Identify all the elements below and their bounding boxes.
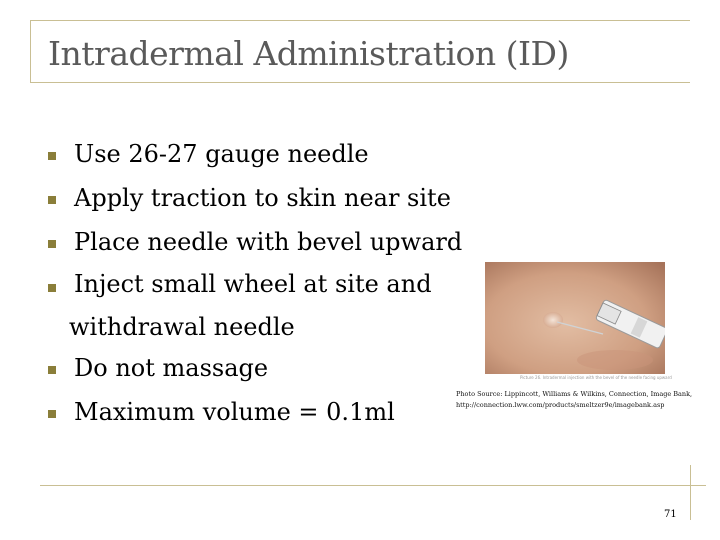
footer-right-line: [690, 465, 691, 520]
bullet-text: Apply traction to skin near site: [74, 184, 451, 212]
slide-title: Intradermal Administration (ID): [48, 34, 569, 73]
photo-caption: Picture 26. Intradermal injection with the bevel of the needle facing upward: [520, 375, 672, 380]
square-bullet-icon: [48, 152, 56, 160]
bullet-item: [66, 390, 462, 434]
bullet-text: Do not massage: [74, 354, 269, 382]
frame-top-line: [30, 20, 690, 21]
bullet-list: [66, 132, 462, 434]
bullet-item: [66, 346, 462, 390]
frame-left-line: [30, 20, 31, 82]
injection-photo-illustration: [485, 262, 665, 374]
square-bullet-icon: [48, 284, 56, 292]
square-bullet-icon: [48, 240, 56, 248]
photo-credit: [456, 389, 706, 411]
bullet-text: Place needle with bevel upward: [74, 228, 463, 256]
bullet-item: [66, 264, 462, 308]
bullet-continuation: [66, 308, 462, 346]
photo-credit-line: Photo Source: Lippincott, Williams & Wilkins, Connection, Image Bank,: [456, 390, 693, 398]
square-bullet-icon: [48, 366, 56, 374]
square-bullet-icon: [48, 196, 56, 204]
bullet-text: Inject small wheel at site and: [74, 270, 432, 298]
bullet-item: [66, 220, 462, 264]
square-bullet-icon: [48, 410, 56, 418]
bullet-continuation-text: withdrawal needle: [69, 313, 295, 341]
title-underline: [30, 82, 690, 83]
photo-credit-url: http://connection.lww.com/products/smeltzer9e/imagebank.asp: [456, 401, 665, 409]
bullet-text: Maximum volume = 0.1ml: [74, 398, 395, 426]
bullet-text: Use 26-27 gauge needle: [74, 140, 369, 168]
footer-line: [40, 485, 706, 486]
page-number: 71: [664, 509, 677, 520]
bullet-item: [66, 176, 462, 220]
bullet-item: [66, 132, 462, 176]
injection-photo: [485, 262, 665, 374]
